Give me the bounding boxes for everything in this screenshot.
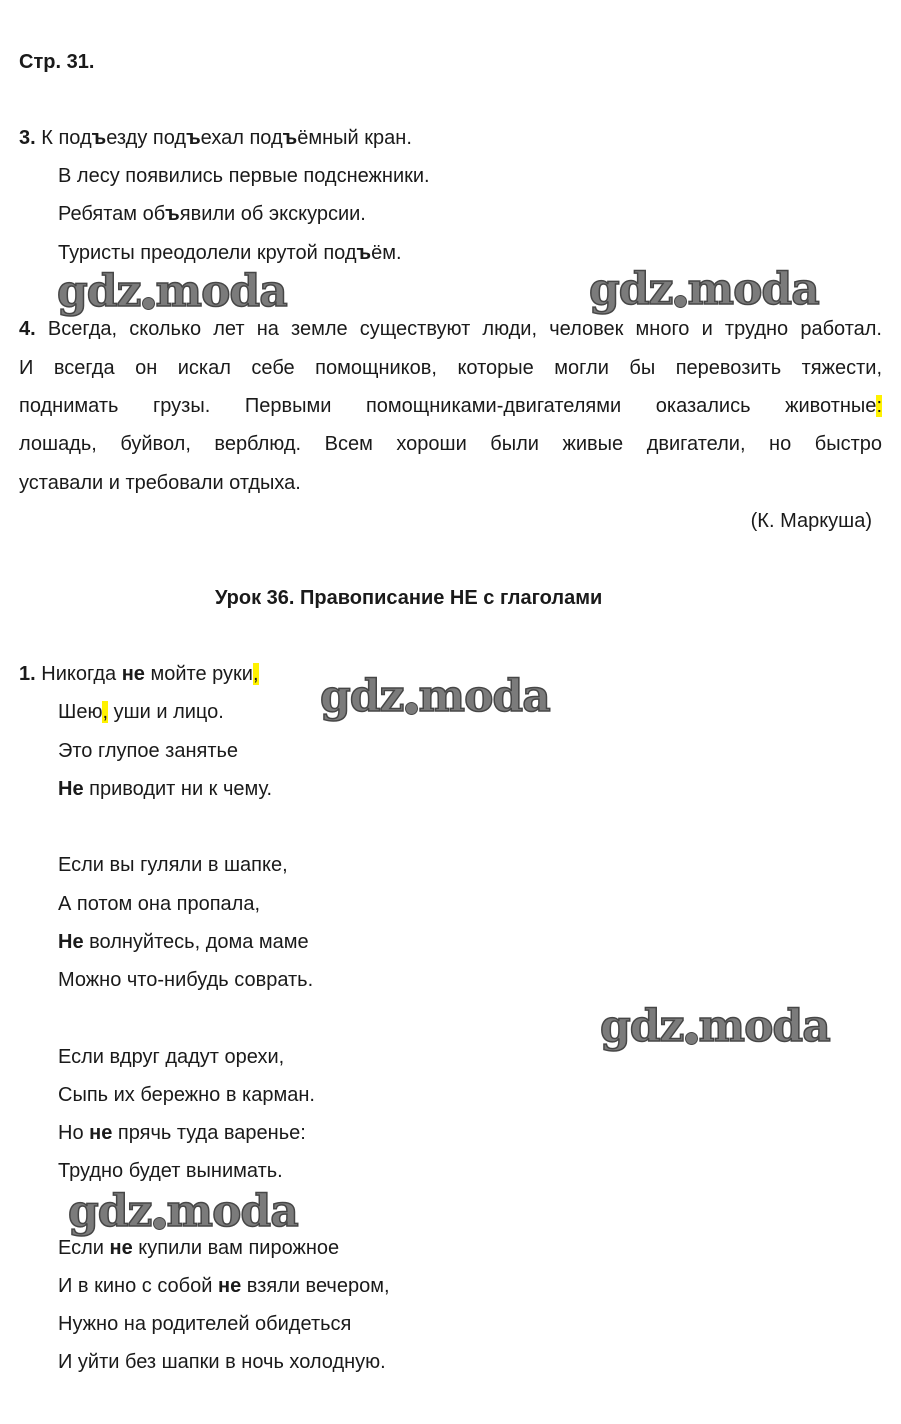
- exercise-3-line-4: Туристы преодолели крутой подъём.: [58, 242, 402, 264]
- highlighted-comma: ,: [252, 663, 259, 685]
- exercise-4-line-5: уставали и требовали отдыха.: [19, 472, 301, 494]
- poem-line: Шею, уши и лицо.: [58, 701, 224, 723]
- poem-line: И в кино с собой не взяли вечером,: [58, 1275, 390, 1297]
- exercise-4-line-3: поднимать грузы. Первыми помощниками-двигателями оказались животные:: [19, 395, 882, 417]
- poem-line: Можно что-нибудь соврать.: [58, 969, 314, 991]
- page-reference: Стр. 31.: [19, 51, 95, 73]
- exercise-4-line-2: И всегда он искал себе помощников, которые могли бы перевозить тяжести,: [19, 357, 882, 379]
- poem-line: Сыпь их бережно в карман.: [58, 1084, 315, 1106]
- poem-line: Не приводит ни к чему.: [58, 778, 273, 800]
- poem-line: Но не прячь туда варенье:: [58, 1122, 306, 1144]
- author-credit: (К. Маркуша): [750, 510, 872, 532]
- poem-line: А потом она пропала,: [58, 893, 261, 915]
- exercise-4-line-1: 4. Всегда, сколько лет на земле существуют люди, человек много и трудно работал.: [19, 318, 882, 340]
- poem-line: Если вдруг дадут орехи,: [58, 1046, 285, 1068]
- poem-line: 1. Никогда не мойте руки,: [19, 663, 259, 685]
- poem-line: Трудно будет вынимать.: [58, 1160, 283, 1182]
- poem-line: Нужно на родителей обидеться: [58, 1313, 352, 1335]
- highlighted-comma: ,: [102, 701, 109, 723]
- watermark-logo: gdz moda: [600, 1001, 830, 1052]
- exercise-number: 1.: [19, 663, 36, 685]
- poem-line: Если вы гуляли в шапке,: [58, 854, 288, 876]
- exercise-3-line-3: Ребятам объявили об экскурсии.: [58, 203, 366, 225]
- poem-line: Это глупое занятье: [58, 740, 239, 762]
- poem-line: Не волнуйтесь, дома маме: [58, 931, 309, 953]
- lesson-title: Урок 36. Правописание НЕ с глаголами: [215, 587, 603, 609]
- exercise-number: 3.: [19, 127, 36, 149]
- watermark-logo: gdz moda: [68, 1186, 298, 1237]
- poem-line: И уйти без шапки в ночь холодную.: [58, 1351, 386, 1373]
- poem-line: Если не купили вам пирожное: [58, 1237, 340, 1259]
- watermark-logo: gdz moda: [320, 671, 550, 722]
- watermark-logo: gdz moda: [589, 264, 819, 315]
- exercise-4-line-4: лошадь, буйвол, верблюд. Всем хороши были живые двигатели, но быстро: [19, 433, 882, 455]
- exercise-3-line-1: 3. К подъезду подъехал подъёмный кран.: [19, 127, 412, 149]
- exercise-number: 4.: [19, 318, 36, 340]
- watermark-logo: gdz moda: [57, 266, 287, 317]
- exercise-3-line-2: В лесу появились первые подснежники.: [58, 165, 430, 187]
- highlighted-colon: :: [876, 395, 882, 417]
